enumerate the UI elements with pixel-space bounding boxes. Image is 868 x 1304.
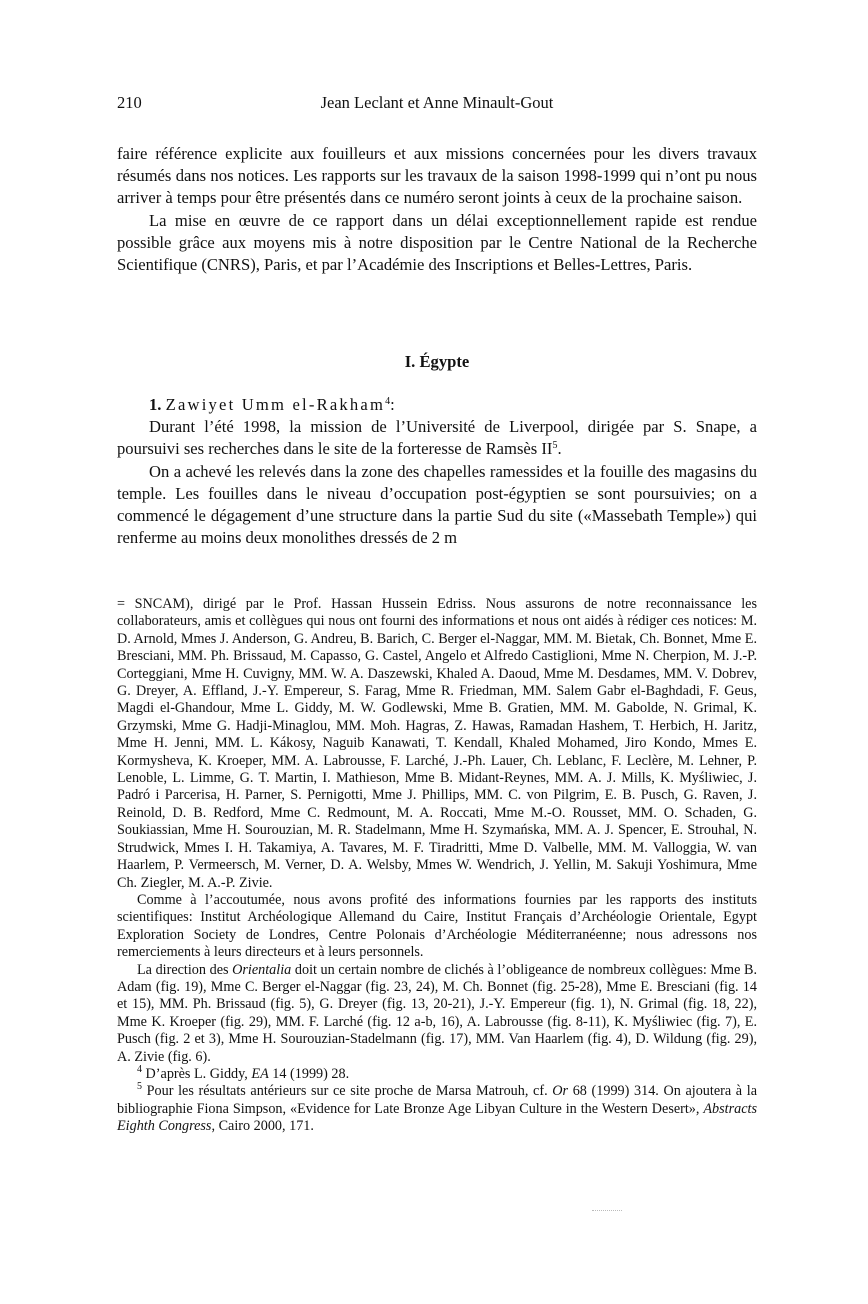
footnote-5-pre: Pour les résultats antérieurs sur ce site proche de Marsa Matrouh, cf.	[142, 1083, 553, 1100]
entry-paragraph-1	[117, 416, 757, 460]
running-header	[117, 93, 757, 117]
entry-title-colon: :	[390, 395, 395, 414]
footnote-4-pre: D’après L. Giddy,	[142, 1065, 252, 1082]
footnote-4	[117, 1063, 757, 1083]
footnote-continued: = SNCAM), dirigé par le Prof. Hassan Hussein Edriss. Nous assurons de notre reconnaissance les collaborateurs, amis et collègues qui nous ont fourni des informations et nous ont aidés à rédiger ces notices: M. D. Arnold, Mmes J. Anderson, G. Andreu, B. Barich, C. Berger el-Naggar, MM. M. Bietak, Ch. Bonnet, Mme E. Bresciani, MM. Ph. Brissaud, M. Capasso, G. Castel, Angelo et Alfredo Castiglioni, Mme N. Cherpion, M. J.-P. Corteggiani, Mme H. Cuvigny, MM. W. A. Daszewski, Khaled A. Daoud, Mme M. Desdames, MM. V. Dobrev, G. Dreyer, A. Effland, J.-Y. Empereur, S. Farag, Mme R. Friedman, MM. Salem Gabr el-Baghdadi, F. Geus, Magdi el-Ghandour, Mme L. Giddy, M. W. Godlewski, Mme B. Gratien, MM. M. Gabolde, N. Grimal, K. Grzymski, Mme G. Hadji-Minaglou, MM. Moh. Hagras, Z. Hawas, Ramadan Hashem, T. Herbich, H. Jaritz, Mme H. Jenni, MM. L. Kákosy, Naguib Kanawati, T. Kendall, Khaled Mohamed, Jiro Kondo, Mmes E. Kormysheva, K. Kroeper, MM. A. Labrousse, F. Larché, J.-Ph. Lauer, Ch. Leblanc, F. Leclère, M. Lehner, P. Lenoble, L. Limme, G. T. Martin, I. Mathieson, Mme B. Midant-Reynes, MM. A. J. Mills, K. Myśliwiec, J. Padró i Parcerisa, H. Parner, S. Pernigotti, Mme J. Phillips, MM. C. von Pilgrim, E. B. Pusch, G. Raven, J. Reinold, D. B. Redford, Mme C. Redmount, M. A. Roccati, Mme M.-O. Rousset, MM. O. Schaden, G. Soukiassian, Mme H. Sourouzian, M. R. Stadelmann, Mme H. Szymańska, MM. A. J. Spencer, E. Strouhal, N. Strudwick, Mmes I. H. Takamiya, A. Tavares, M. F. Tiradritti, Mme D. Valbelle, MM. M. Valloggia, W. van Haarlem, P. Vermeersch, M. Verner, D. A. Welsby, Mmes W. Wendrich, J. Yellin, M. Sakuji Yoshimura, Mme Ch. Ziegler, M. A.-P. Zivie.	[117, 596, 757, 891]
intro-paragraph-1: faire référence explicite aux fouilleurs et aux missions concernées pour les divers travaux résumés dans nos notices. Les rapports sur les travaux de la saison 1998-1999 qui n’ont pu nous arriver à temps pour être présentés dans ce numéro seront joints à ceux de la prochaine saison.	[117, 144, 757, 208]
entry-paragraph-1-end: .	[557, 439, 562, 459]
running-title: Jean Leclant et Anne Minault-Gout	[320, 93, 554, 112]
direction-post: doit un certain nombre de clichés à l’obligeance de nombreux collègues: Mme B. Adam (fig. 19), Mme C. Berger el-Naggar (fig. 23, 24), M. Ch. Bonnet (fig. 25-28), Mme E. Bresciani (fig. 14 et 15), MM. Ph. Brissaud (fig. 5), G. Dreyer (fig. 13, 20-21), J.-Y. Empereur (fig. 1), N. Grimal (fig. 18, 22), Mme K. Kroeper (fig. 29), MM. F. Larché (fig. 12 a-b, 16), A. Labrousse (fig. 8-11), K. Myśliwiec (fig. 7), E. Pusch (fig. 2 et 3), Mme H. Sourouzian-Stadelmann (fig. 17), MM. Van Haarlem (fig. 4), D. Wildung (fig. 29), A. Zivie (fig. 6).	[117, 961, 757, 1065]
footnote-comme: Comme à l’accoutumée, nous avons profité des informations fournies par les rapports des instituts scientifiques: Institut Archéologique Allemand du Caire, Institut Français d’Archéologie Orientale, Egypt Exploration Society de Londres, Centre Polonais d’Archéologie Méditerranéenne; nous adressons nos remerciements à leurs directeurs et à leurs personnels.	[117, 891, 757, 961]
entry-paragraph-1-text: Durant l’été 1998, la mission de l’Université de Liverpool, dirigée par S. Snape, a poursuivi ses recherches dans le site de la forteresse de Ramsès II	[117, 417, 757, 459]
footnote-ref-5: 5	[552, 440, 558, 452]
entry-title: Zawiyet Umm el-Rakham	[165, 395, 386, 414]
footnote-5-mid: 68 (1999) 314. On ajoutera à la bibliographie Fiona Simpson, «Evidence for Late Bronze Age Libyan Culture in the Western Desert»,	[117, 1083, 757, 1117]
entry-number: 1.	[149, 395, 162, 414]
direction-pre: La direction des	[137, 961, 233, 978]
footnote-5	[117, 1083, 757, 1135]
intro-text	[117, 143, 757, 276]
footnote-5-book: Abstracts Eighth Congress	[117, 1100, 757, 1135]
footnote-4-post: 14 (1999) 28.	[268, 1065, 350, 1082]
intro-paragraph-2: La mise en œuvre de ce rapport dans un délai exceptionnellement rapide est rendue possible grâce aux moyens mis à notre disposition par le Centre National de la Recherche Scientifique (CNRS), Paris, et par l’Académie des Inscriptions et Belles-Lettres, Paris.	[117, 210, 757, 275]
footnote-4-journal: EA	[251, 1065, 269, 1082]
entry-heading	[117, 394, 757, 416]
footnote-direction	[117, 962, 757, 1066]
scan-speck	[592, 1210, 622, 1213]
journal-title: Orientalia	[232, 961, 292, 978]
footnote-5-mark: 5	[137, 1081, 142, 1093]
footnote-5-post: , Cairo 2000, 171.	[211, 1118, 314, 1135]
section-heading: I. Égypte	[404, 352, 470, 371]
footnote-4-mark: 4	[137, 1063, 142, 1075]
entry-zawiyet	[117, 394, 757, 549]
footnote-5-journal: Or	[552, 1083, 569, 1100]
page-number: 210	[117, 93, 142, 112]
footnotes	[117, 596, 757, 1136]
footnote-ref-4: 4	[385, 396, 391, 407]
entry-paragraph-2: On a achevé les relevés dans la zone des chapelles ramessides et la fouille des magasins du temple. Les fouilles dans le niveau d’occupation post-égyptien se sont poursuivies; on a commencé le dégagement d’une structure dans la partie Sud du site («Massebath Temple») qui renferme au moins deux monolithes dressés de 2 m	[117, 461, 757, 548]
